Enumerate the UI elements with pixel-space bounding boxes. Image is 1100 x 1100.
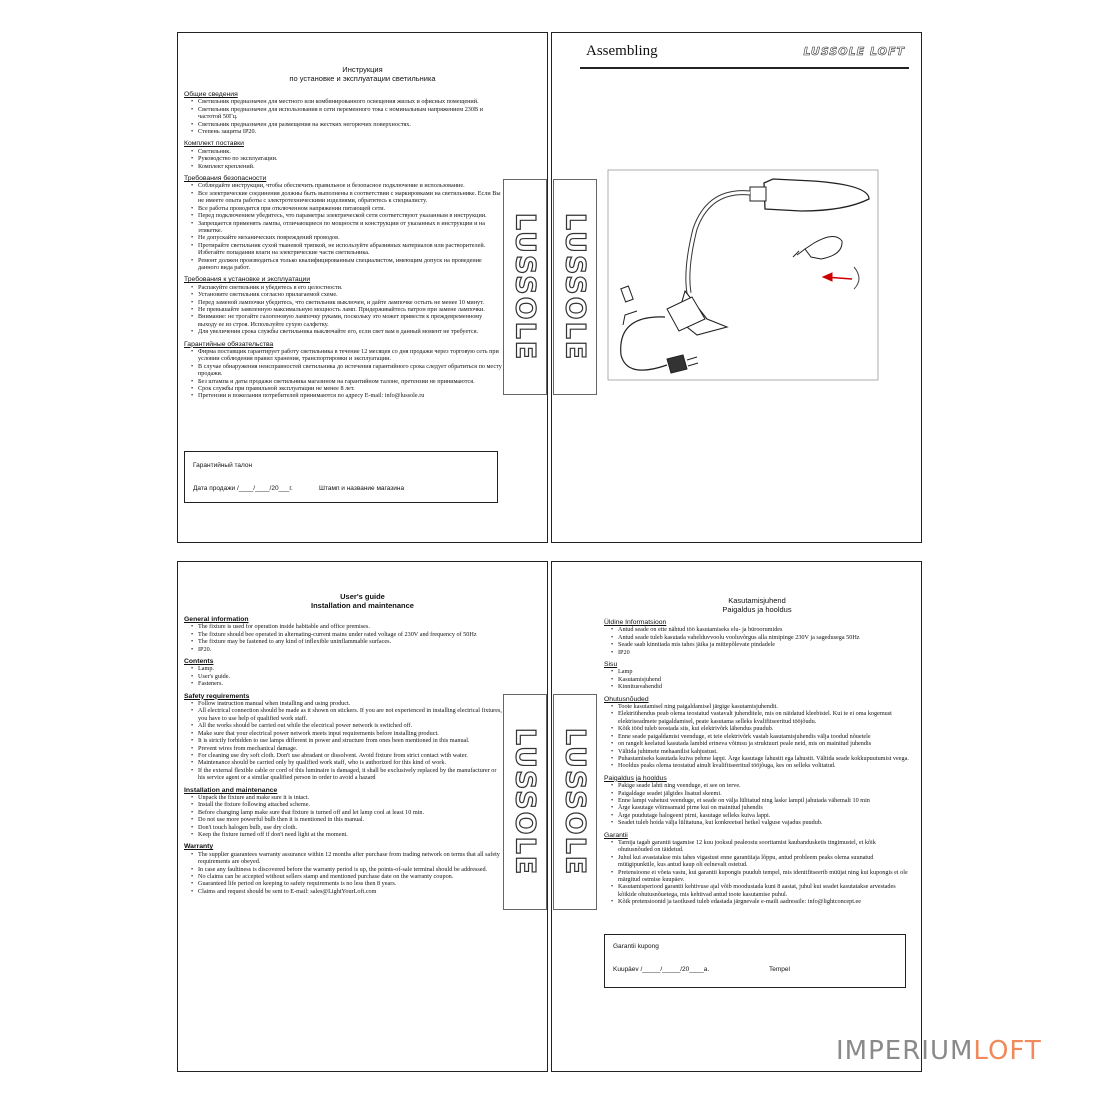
section-list [184, 794, 502, 838]
section-list [184, 148, 502, 170]
gooseneck-arm [688, 193, 750, 293]
lussole-logo: LUSSOLE [509, 727, 541, 877]
lussole-logo-strip [503, 694, 547, 910]
list-item: • Guaranteed life period on keeping to safety requirements is no less then 8 years. [198, 880, 502, 887]
list-item: • Светильник. [198, 148, 502, 155]
list-item: • Tarnija tagab garantii tagamise 12 kuu jooksul pealeostu sooritamist kaubandusketis tingimustel, et kõik ohutusnõuded on täidetud. [618, 839, 910, 854]
section-list [184, 851, 502, 895]
list-item: • Prevent wires from mechanical damage. [198, 745, 502, 752]
imperiumloft-watermark [836, 1036, 1042, 1066]
list-item: • Все работы проводятся при отключенном напряжении питающей сети. [198, 205, 502, 212]
list-item: • Do not use more powerful bulb then it is mentioned in this manual. [198, 816, 502, 823]
list-item: • The supplier guarantees warranty assurance within 12 months after purchase from trading network on terms that all safety requirements are obeyed. [198, 851, 502, 866]
lussole-logo-strip [503, 179, 547, 395]
section-heading: General information [184, 616, 249, 623]
list-item: • IP20 [618, 649, 910, 656]
list-item: • Запрещается применять лампы, отличающиеся по мощности и конструкции от указанных в инструкции и на этикетке. [198, 220, 502, 235]
list-item: • Руководство по эксплуатации. [198, 155, 502, 162]
section-list [604, 839, 910, 906]
list-item: • Enne seade paigaldamist veenduge, et teie elektrivõrk vastab kasutamisjuhendis välja toodud nõuetele [618, 733, 910, 740]
list-item: • Fasteners. [198, 680, 502, 687]
list-item: • User's guide. [198, 673, 502, 680]
list-item: • Kõik tööd tuleb teostada siis, kui elektrivõrk lähendus puudub. [618, 725, 910, 732]
list-item: • Seade saab kinnitada mis tahes jäika ja mittepõlevate pindadele [618, 641, 910, 648]
assembling-title: Assembling [586, 43, 658, 59]
list-item: • Все электрические соединения должны быть выполнены в соответствии с маркировками на светильнике. Если Вы не имеете опыта работы с электротехническими изделиями, обратитесь к специалисту. [198, 190, 502, 205]
section-heading: Требования к установке и эксплуатации [184, 276, 311, 284]
power-cord [621, 317, 667, 370]
list-item: • Paigaldage seadet jälgides lisatud skeemi. [618, 790, 910, 797]
ru-title: Инструкция [342, 65, 383, 74]
section-list [604, 782, 910, 826]
ru-coupon-title: Гарантийный талон [193, 462, 253, 469]
lussole-logo: LUSSOLE [559, 727, 591, 877]
list-item: • All electrical connection should be made as it shown on stickers. If you are not experienced in installing electrical fixtures, you have to use help of qualified work staff. [198, 707, 502, 722]
list-item: • The fixture may be fastened to any kind of inflexible uninflammable surfaces. [198, 638, 502, 645]
list-item: • Ärge puudutage halogeeni pirni, kasutage selleks kuiva lappi. [618, 812, 910, 819]
list-item: • Kinnitusvahendid [618, 683, 910, 690]
list-item: • Установите светильник согласно прилагаемой схеме. [198, 291, 502, 298]
list-item: • Kõik pretensioonid ja taotlused tuleb edastada järgnevale e-maili aadressile: info@lightconcept.ee [618, 898, 910, 905]
list-item: • Фирма поставщик гарантирует работу светильника в течение 12 месяцев со дня продажи через торговую сеть при условии соблюдения правил хранения, транспортировки и эксплуатации. [198, 348, 502, 363]
watermark-part1: IMPERIUM [836, 1036, 974, 1066]
list-item: • Степень защиты IP20. [198, 128, 502, 135]
list-item: • on rangelt keelatud kasutada lambid erineva võimsu ja struktuuri peale neid, mis on mainitud juhendis [618, 740, 910, 747]
list-item: • Для увеличения срока службы светильника выключайте его, если свет вам в данный момент не требуется. [198, 328, 502, 335]
section-list [604, 626, 910, 656]
section-list [184, 98, 502, 135]
cord-switch [621, 286, 633, 302]
list-item: • Puhastamiseks kasutada kuiva pehme lappi. Ärge kasutage lahustit ega lahustit. Vältida seade kokkupuutumist veega. [618, 755, 910, 762]
lussole-logo-strip [553, 179, 597, 395]
list-item: • Перед заменой лампочки убедитесь, что светильник выключен, и дайте лампочке остыть не менее 10 минут. [198, 299, 502, 306]
section-heading: Требования безопасности [184, 175, 267, 183]
section-heading: Warranty [184, 843, 214, 851]
et-coupon-stamp: Tempel [769, 966, 790, 973]
ru-warranty-coupon [184, 451, 498, 503]
lussole-logo: LUSSOLE [559, 212, 591, 362]
list-item: • Keep the fixture turned off if don't need light at the moment. [198, 831, 502, 838]
list-item: • Не превышайте заявленную максимальную мощность ламп. Придерживайтесь патрон при замене лампочки. [198, 306, 502, 313]
list-item: • Ärge kasutage võimsamaid pirne kui on mainitud juhendis [618, 804, 910, 811]
list-item: • Срок службы при правильной эксплуатации не менее 8 лет. [198, 385, 502, 392]
et-subtitle: Paigaldus ja hooldus [722, 605, 792, 614]
list-item: • Светильник предназначен для размещения на жестких негорючих поверхностях. [198, 121, 502, 128]
en-title: User's guide [340, 592, 385, 601]
section-heading: Sisu [604, 661, 618, 669]
assembling-page [551, 32, 922, 543]
list-item: • Antud seade tuleb kasutada vahelduvvoolu vooluvõrgus alla nimipinge 230V ja sagedusega 50Hz [618, 634, 910, 641]
estonian-guide-page [551, 561, 922, 1072]
en-sections [184, 616, 502, 895]
list-item: • Pretensioone ei võeta vastu, kui garantii kupongis puudub tempel, mis identifitseerib müüjat ning kui kupongis ei ole märgitud ostmise kuupäev. [618, 869, 910, 884]
lussole-logo: LUSSOLE [509, 212, 541, 362]
list-item: • Hooldus peaks olema teostatud ainult kvalifitseeritud tööjõuga, kes on selleks volitatud. [618, 762, 910, 769]
list-item: • Протирайте светильник сухой тканевой тряпкой, не используйте абразивных материалов или растворителей. Избегайте попадания влаги на электрические части светильника. [198, 242, 502, 257]
russian-instruction-page [177, 32, 548, 543]
section-list [604, 703, 910, 770]
section-list [184, 700, 502, 781]
list-item: • Lamp. [198, 665, 502, 672]
list-item: • Follow instruction manual when installing and using product. [198, 700, 502, 707]
section-list [184, 665, 502, 687]
list-item: • Antud seade on ette nähtud töö kasutamiseks elu- ja büroorumides [618, 626, 910, 633]
list-item: • Перед подключением убедитесь, что параметры электрической сети соответствуют указанным в инструкции. [198, 212, 502, 219]
list-item: • Распакуйте светильник и убедитесь в его целостности. [198, 284, 502, 291]
list-item: • The fixture should bee operated in alternating-current mains under rated voltage of 230V and frequency of 50Hz [198, 631, 502, 638]
watermark-part2: LOFT [973, 1036, 1042, 1066]
title-divider [580, 67, 909, 69]
et-coupon-date: Kuupäev /_____/_____/20____a. [613, 966, 710, 973]
en-subtitle: Installation and maintenance [311, 601, 414, 610]
section-heading: Üldine Informatsioon [604, 619, 667, 626]
section-list [604, 668, 910, 690]
list-item: • All the works should be carried out while the electrical power network is switched off. [198, 722, 502, 729]
list-item: • Внимание: не трогайте галогеновую лампочку руками, поскольку это может привести к преждевременному выходу ее из строя. Используйте сухую салфетку. [198, 313, 502, 328]
list-item: • Vältida juhtmete mehaanilist kahjustust. [618, 748, 910, 755]
list-item: • Seadet tuleb hoida välja lülitatuna, kui konkreetsel hetkel valguse vajadus puudub. [618, 819, 910, 826]
section-list [184, 182, 502, 271]
section-heading: Общие сведения [184, 91, 238, 98]
list-item: • Комплект креплений. [198, 163, 502, 170]
section-heading: Paigaldus ja hooldus [604, 774, 667, 782]
et-warranty-coupon [604, 934, 906, 988]
ru-sections [184, 91, 502, 400]
list-item: • Светильник предназначен для местного или комбинированного освещения жилых и офисных помещений. [198, 98, 502, 105]
list-item: • The fixture is used for operation inside habitable and office premises. [198, 623, 502, 630]
list-item: • Toote kasutamisel ning paigaldamisel järgige kasutamisjuhendit. [618, 703, 910, 710]
list-item: • No claims can be accepted without sellers stamp and mentioned purchase date on the warranty coupon. [198, 873, 502, 880]
english-guide-page [177, 561, 548, 1072]
list-item: • Светильник предназначен для использования в сети переменного тока с номинальным напряжением 230В и частотой 50Гц. [198, 106, 502, 121]
lamp-socket [750, 187, 766, 201]
section-heading: Ohutusnõuded [604, 695, 649, 703]
list-item: • Претензии и пожелания потребителей принимаются по адресу E-mail: info@lussole.ru [198, 392, 502, 399]
list-item: • Без штампа и даты продажи светильника магазином на гарантийном талоне, претензии не принимаются. [198, 378, 502, 385]
list-item: • Kasutamisjuhend [618, 676, 910, 683]
list-item: • Kasutamisperiood garantii kehtivuse ajal võib moodustada kuni 8 aastat, juhul kui seadet kasutatakse arvestades kõikide ohutusnõuetega, mis kehtivad antud toote kasutamise puhul. [618, 883, 910, 898]
lamp-shade [764, 179, 869, 211]
section-list [184, 623, 502, 653]
et-coupon-title: Garantii kupong [613, 943, 659, 950]
list-item: • Juhul kui avastatakse mis tahes vigastust enne garantiiaja lõppu, antud probleem peaks olema suunatud müügipunktile, kus antud kaup oli eelnevalt ostetud. [618, 854, 910, 869]
et-sections [604, 619, 910, 906]
section-heading: Комплект поставки [184, 140, 244, 148]
section-heading: Installation and maintenance [184, 786, 278, 794]
section-heading: Garantii [604, 831, 628, 839]
halogen-bulb [805, 236, 842, 259]
ru-coupon-date: Дата продажи /____/____/20___г. [193, 485, 293, 492]
list-item: • Не допускайте механических повреждений проводов. [198, 234, 502, 241]
list-item: • Lamp [618, 668, 910, 675]
list-item: • Enne lampi vahetust veenduge, et seade on välja lülitatud ning laske lampil jahutada vähemalt 10 min [618, 797, 910, 804]
et-title: Kasutamisjuhend [728, 596, 786, 605]
list-item: • В случае обнаружения неисправностей светильника до истечения гарантийного срока следует обратиться по месту продажи. [198, 363, 502, 378]
lussole-logo-strip [553, 694, 597, 910]
section-heading: Гарантийные обязательства [184, 340, 274, 348]
list-item: • Ремонт должен производиться только квалифицированным специалистом, имеющим допуск на проведение данного вида работ. [198, 257, 502, 272]
list-item: • Maintenance should be carried only by qualified work staff, who is authorized for this kind of work. [198, 759, 502, 766]
section-list [184, 284, 502, 336]
section-heading: Contents [184, 658, 214, 666]
list-item: • IP20. [198, 646, 502, 653]
list-item: • For cleaning use dry soft cloth. Don't use abradant or dissolvent. Avoid fixture from strict contact with water. [198, 752, 502, 759]
ru-coupon-stamp: Штамп и название магазина [319, 485, 405, 492]
list-item: • If the external flexible cable or cord of this luminaire is damaged, it shall be exclusively replaced by the manufacturer or his service agent or a similar qualified person in order to avoid a hazard [198, 767, 502, 782]
list-item: • Соблюдайте инструкции, чтобы обеспечить правильное и безопасное подключение и использование. [198, 182, 502, 189]
list-item: • Claims and request should be sent to E-mail: sales@LightYourLoft.com [198, 888, 502, 895]
list-item: • In case any faultiness is discovered before the warranty period is up, the points-of-sale terminal should be addressed. [198, 866, 502, 873]
lussole-loft-logo: LUSSOLE LOFT [803, 45, 905, 58]
list-item: • Unpack the fixture and make sure it is intact. [198, 794, 502, 801]
list-item: • Elektriühendus peab olema teostatud vastavalt juhenditele, mis on näidatud kleebistel. Kui te ei oma kogemust elektriseadmete paigaldamisel, peate kasutama selleks kvalifitseeritud tööjõudu. [618, 710, 910, 725]
list-item: • Install the fixture following attached scheme. [198, 801, 502, 808]
list-item: • Make sure that your electrical power network meets input requirements before installing product. [198, 730, 502, 737]
ru-subtitle: по установке и эксплуатации светильника [289, 74, 436, 83]
list-item: • Pakige seade lahti ning veenduge, et see on terve. [618, 782, 910, 789]
section-heading: Safety requirements [184, 692, 250, 700]
list-item: • Don't touch halogen bulb, use dry cloth. [198, 824, 502, 831]
section-list [184, 348, 502, 400]
list-item: • It is strictly forbidden to use lamps different in power and structure from ones been mentioned in this manual. [198, 737, 502, 744]
list-item: • Before changing lamp make sure that fixture is turned off and let lamp cool at least 10 min. [198, 809, 502, 816]
power-plug [667, 355, 687, 373]
lamp-assembly-diagram [607, 169, 882, 384]
